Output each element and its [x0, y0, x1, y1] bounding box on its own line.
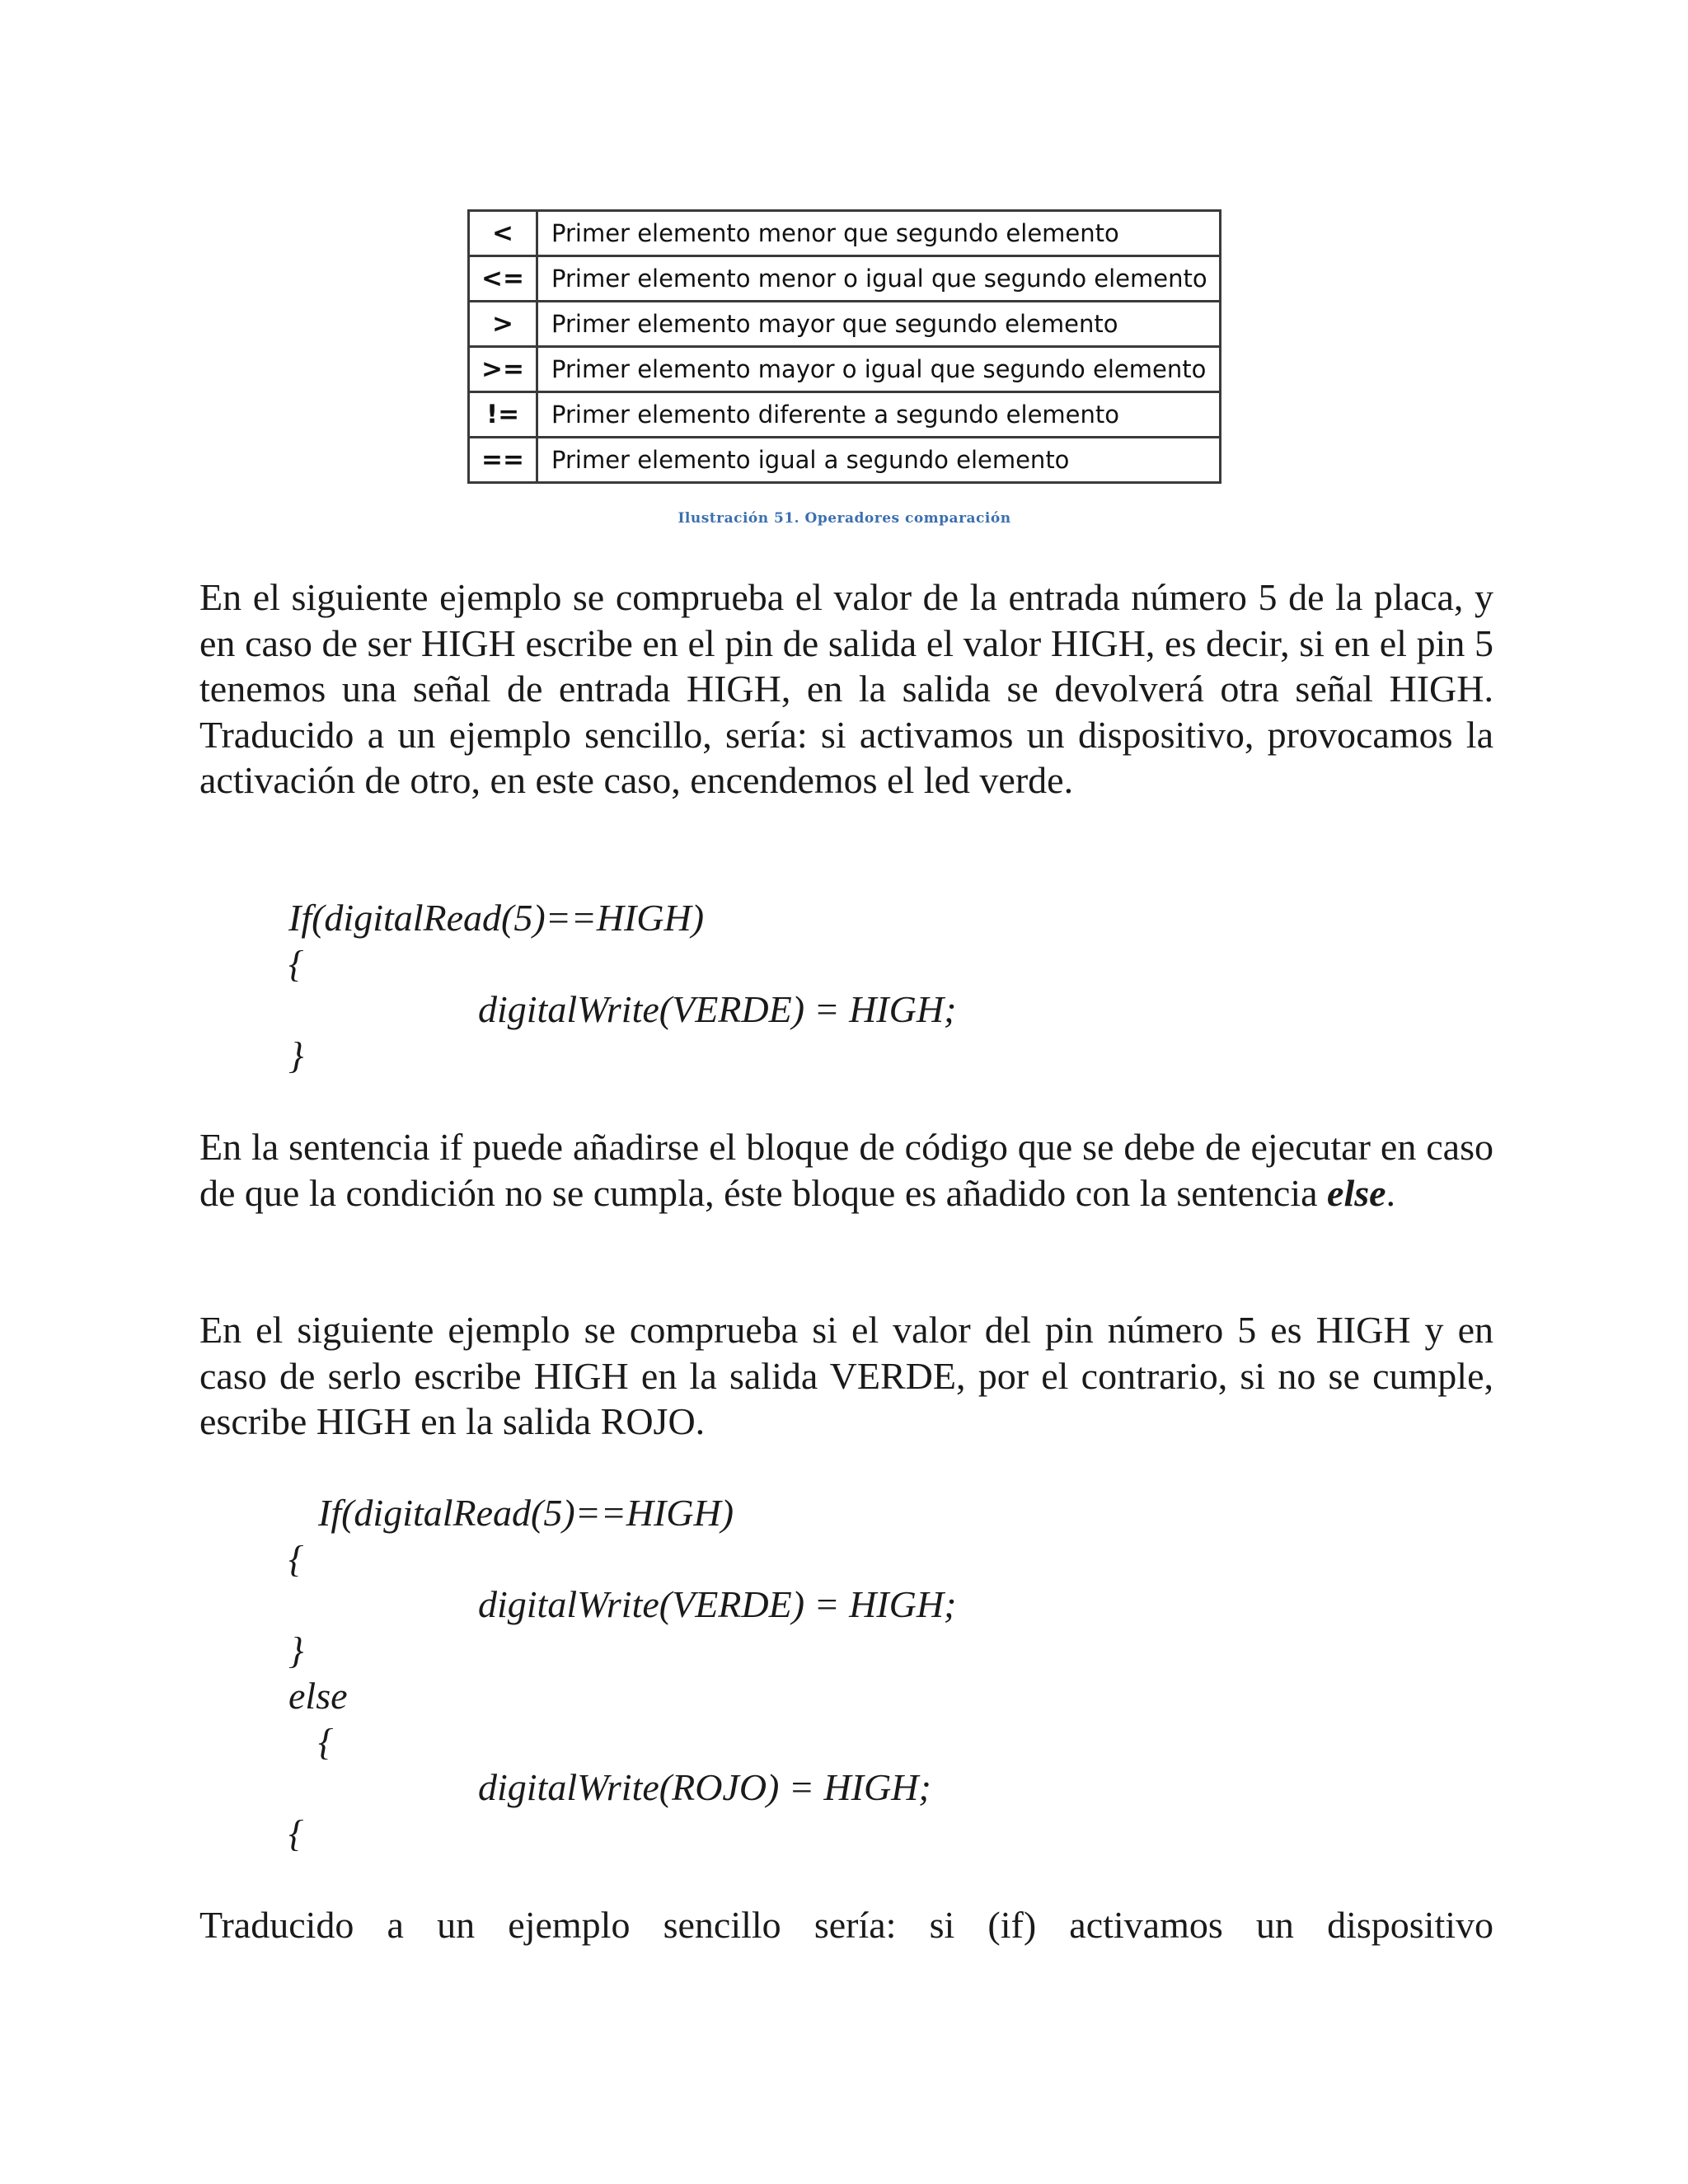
- table-row: [469, 211, 1221, 256]
- code-line: {: [288, 1538, 304, 1580]
- table-row: [469, 302, 1221, 347]
- paragraph-2-text: En la sentencia if puede añadirse el bloque de código que se debe de ejecutar en caso de que la condición no se cumpla, éste bloque es añadido con la sentencia: [199, 1126, 1493, 1214]
- operator-cell: <: [469, 211, 537, 256]
- table-row: [469, 347, 1221, 392]
- description-cell: Primer elemento menor o igual que segundo elemento: [537, 256, 1221, 302]
- code-line: digitalWrite(ROJO) = HIGH;: [478, 1766, 931, 1808]
- paragraph-2-end: .: [1386, 1171, 1396, 1214]
- code-line: }: [288, 1629, 304, 1671]
- code-line: {: [288, 943, 304, 985]
- figure-caption: Ilustración 51. Operadores comparación: [678, 510, 1011, 527]
- code-line: {: [318, 1721, 334, 1763]
- paragraph-1: En el siguiente ejemplo se comprueba el valor de la entrada número 5 de la placa, y en caso de ser HIGH escribe en el pin de salida el valor HIGH, es decir, si en el pin 5 tenemos una señal de entrada HIGH, en la salida se devolverá otra señal HIGH. Traducido a un ejemplo sencillo, sería: si activamos un dispositivo, provocamos la activación de otro, en este caso, encendemos el led verde.: [199, 576, 1493, 801]
- description-cell: Primer elemento mayor o igual que segundo elemento: [537, 347, 1221, 392]
- operator-cell: !=: [469, 392, 537, 438]
- description-cell: Primer elemento menor que segundo elemento: [537, 211, 1221, 256]
- comparison-operators-table: [467, 209, 1221, 484]
- table-row: [469, 256, 1221, 302]
- paragraph-2: [199, 1124, 1493, 1216]
- operator-cell: ==: [469, 438, 537, 483]
- code-line: }: [288, 1034, 304, 1076]
- operator-cell: >=: [469, 347, 537, 392]
- code-line: digitalWrite(VERDE) = HIGH;: [478, 988, 957, 1030]
- operator-cell: >: [469, 302, 537, 347]
- code-line: If(digitalRead(5)==HIGH): [318, 1492, 734, 1534]
- paragraph-4: Traducido a un ejemplo sencillo sería: si (if) activamos un dispositivo: [199, 1904, 1493, 1946]
- code-line: else: [288, 1675, 348, 1717]
- code-line: digitalWrite(VERDE) = HIGH;: [478, 1583, 957, 1625]
- code-line: If(digitalRead(5)==HIGH): [288, 897, 705, 939]
- table-row: [469, 392, 1221, 438]
- code-line: {: [288, 1812, 304, 1854]
- description-cell: Primer elemento igual a segundo elemento: [537, 438, 1221, 483]
- else-keyword: else: [1327, 1171, 1386, 1214]
- paragraph-3: En el siguiente ejemplo se comprueba si el valor del pin número 5 es HIGH y en caso de serlo escribe HIGH en la salida VERDE, por el contrario, si no se cumple, escribe HIGH en la salida ROJO.: [199, 1309, 1493, 1442]
- description-cell: Primer elemento diferente a segundo elemento: [537, 392, 1221, 438]
- operator-cell: <=: [469, 256, 537, 302]
- table-row: [469, 438, 1221, 483]
- description-cell: Primer elemento mayor que segundo elemento: [537, 302, 1221, 347]
